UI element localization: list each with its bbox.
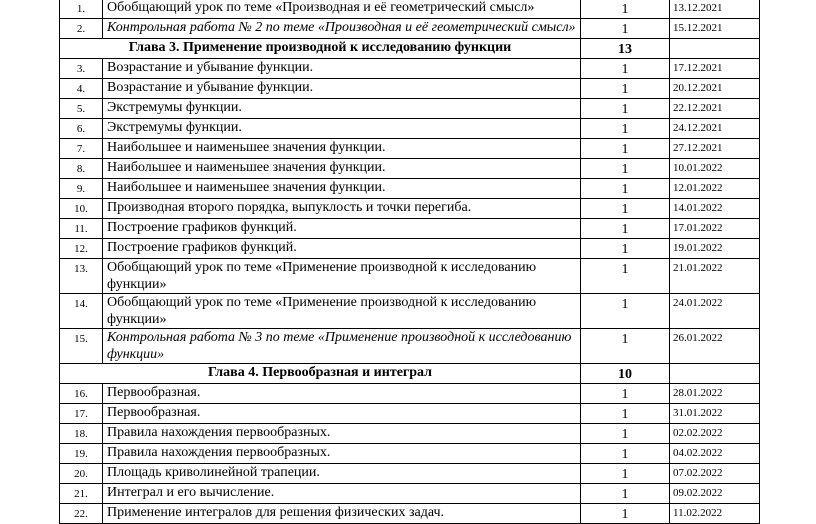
lesson-date: 26.01.2022: [670, 329, 760, 364]
lesson-topic: Производная второго порядка, выпуклость и точки перегиба.: [103, 199, 581, 219]
lesson-date: 21.01.2022: [670, 259, 760, 294]
lesson-date: 04.02.2022: [670, 444, 760, 464]
lesson-row: [60, 99, 760, 119]
lesson-hours: 1: [581, 119, 670, 139]
lesson-hours: 1: [581, 294, 670, 329]
lesson-row: [60, 239, 760, 259]
lesson-topic: Правила нахождения первообразных.: [103, 424, 581, 444]
lesson-topic: Наибольшее и наименьшее значения функции.: [103, 139, 581, 159]
lesson-number: 2.: [60, 19, 103, 39]
lesson-hours: 1: [581, 384, 670, 404]
lesson-hours: 1: [581, 179, 670, 199]
lesson-date: 17.01.2022: [670, 219, 760, 239]
lesson-row: [60, 329, 760, 364]
lesson-row: [60, 384, 760, 404]
lesson-date: 11.02.2022: [670, 504, 760, 524]
lesson-number: 18.: [60, 424, 103, 444]
lesson-topic: Наибольшее и наименьшее значения функции.: [103, 179, 581, 199]
lesson-date: 13.12.2021: [670, 0, 760, 19]
chapter-row: [60, 364, 760, 384]
lesson-date: 20.12.2021: [670, 79, 760, 99]
lesson-row: [60, 219, 760, 239]
lesson-hours: 1: [581, 199, 670, 219]
lesson-topic: Контрольная работа № 3 по теме «Применение производной к исследованию функции»: [103, 329, 581, 364]
lesson-row: [60, 424, 760, 444]
lesson-hours: 1: [581, 329, 670, 364]
lesson-hours: 1: [581, 444, 670, 464]
lesson-number: 16.: [60, 384, 103, 404]
lesson-topic: Построение графиков функций.: [103, 239, 581, 259]
chapter-title: Глава 4. Первообразная и интеграл: [60, 364, 581, 384]
lesson-number: 4.: [60, 79, 103, 99]
lesson-number: 13.: [60, 259, 103, 294]
lesson-topic: Контрольная работа № 2 по теме «Производная и её геометрический смысл»: [103, 19, 581, 39]
lesson-date: 17.12.2021: [670, 59, 760, 79]
lesson-hours: 1: [581, 504, 670, 524]
lesson-plan-table: [59, 0, 760, 524]
lesson-row: [60, 19, 760, 39]
lesson-topic: Обобщающий урок по теме «Применение производной к исследованию функции»: [103, 259, 581, 294]
lesson-hours: 1: [581, 99, 670, 119]
lesson-hours: 1: [581, 219, 670, 239]
lesson-topic: Экстремумы функции.: [103, 99, 581, 119]
lesson-number: 3.: [60, 59, 103, 79]
lesson-row: [60, 159, 760, 179]
lesson-date: 31.01.2022: [670, 404, 760, 424]
lesson-number: 7.: [60, 139, 103, 159]
lesson-date: 27.12.2021: [670, 139, 760, 159]
lesson-date: 10.01.2022: [670, 159, 760, 179]
lesson-row: [60, 179, 760, 199]
lesson-date: 28.01.2022: [670, 384, 760, 404]
lesson-row: [60, 0, 760, 19]
lesson-row: [60, 464, 760, 484]
lesson-hours: 1: [581, 0, 670, 19]
lesson-row: [60, 59, 760, 79]
lesson-hours: 1: [581, 139, 670, 159]
lesson-number: 9.: [60, 179, 103, 199]
lesson-hours: 1: [581, 19, 670, 39]
lesson-row: [60, 139, 760, 159]
lesson-date: 15.12.2021: [670, 19, 760, 39]
lesson-date: 09.02.2022: [670, 484, 760, 504]
lesson-date: 19.01.2022: [670, 239, 760, 259]
lesson-row: [60, 119, 760, 139]
lesson-number: 21.: [60, 484, 103, 504]
lesson-number: 12.: [60, 239, 103, 259]
chapter-row: [60, 39, 760, 59]
lesson-hours: 1: [581, 159, 670, 179]
lesson-topic: Интеграл и его вычисление.: [103, 484, 581, 504]
lesson-row: [60, 259, 760, 294]
chapter-hours: 10: [581, 364, 670, 384]
lesson-number: 19.: [60, 444, 103, 464]
lesson-row: [60, 404, 760, 424]
lesson-number: 15.: [60, 329, 103, 364]
lesson-hours: 1: [581, 259, 670, 294]
lesson-topic: Первообразная.: [103, 384, 581, 404]
lesson-number: 14.: [60, 294, 103, 329]
lesson-number: 22.: [60, 504, 103, 524]
lesson-hours: 1: [581, 484, 670, 504]
chapter-title: Глава 3. Применение производной к исследованию функции: [60, 39, 581, 59]
lesson-date: 12.01.2022: [670, 179, 760, 199]
lesson-hours: 1: [581, 79, 670, 99]
lesson-row: [60, 79, 760, 99]
lesson-topic: Построение графиков функций.: [103, 219, 581, 239]
lesson-topic: Возрастание и убывание функции.: [103, 79, 581, 99]
lesson-date: 14.01.2022: [670, 199, 760, 219]
lesson-date: 07.02.2022: [670, 464, 760, 484]
lesson-number: 1.: [60, 0, 103, 19]
chapter-date-cell: [670, 39, 760, 59]
lesson-number: 17.: [60, 404, 103, 424]
chapter-hours: 13: [581, 39, 670, 59]
lesson-date: 02.02.2022: [670, 424, 760, 444]
lesson-row: [60, 199, 760, 219]
lesson-row: [60, 294, 760, 329]
lesson-topic: Наибольшее и наименьшее значения функции.: [103, 159, 581, 179]
lesson-number: 8.: [60, 159, 103, 179]
lesson-date: 24.01.2022: [670, 294, 760, 329]
lesson-hours: 1: [581, 239, 670, 259]
lesson-hours: 1: [581, 404, 670, 424]
lesson-topic: Первообразная.: [103, 404, 581, 424]
lesson-topic: Площадь криволинейной трапеции.: [103, 464, 581, 484]
lesson-date: 22.12.2021: [670, 99, 760, 119]
lesson-topic: Обобщающий урок по теме «Применение производной к исследованию функции»: [103, 294, 581, 329]
lesson-hours: 1: [581, 424, 670, 444]
lesson-topic: Правила нахождения первообразных.: [103, 444, 581, 464]
lesson-topic: Возрастание и убывание функции.: [103, 59, 581, 79]
lesson-topic: Применение интегралов для решения физических задач.: [103, 504, 581, 524]
lesson-number: 6.: [60, 119, 103, 139]
lesson-number: 11.: [60, 219, 103, 239]
lesson-number: 5.: [60, 99, 103, 119]
chapter-date-cell: [670, 364, 760, 384]
lesson-row: [60, 484, 760, 504]
lesson-number: 20.: [60, 464, 103, 484]
lesson-row: [60, 444, 760, 464]
lesson-number: 10.: [60, 199, 103, 219]
lesson-row: [60, 504, 760, 524]
lesson-hours: 1: [581, 464, 670, 484]
lesson-hours: 1: [581, 59, 670, 79]
lesson-topic: Экстремумы функции.: [103, 119, 581, 139]
lesson-plan-body: [60, 0, 760, 524]
lesson-date: 24.12.2021: [670, 119, 760, 139]
lesson-topic: Обобщающий урок по теме «Производная и её геометрический смысл»: [103, 0, 581, 19]
